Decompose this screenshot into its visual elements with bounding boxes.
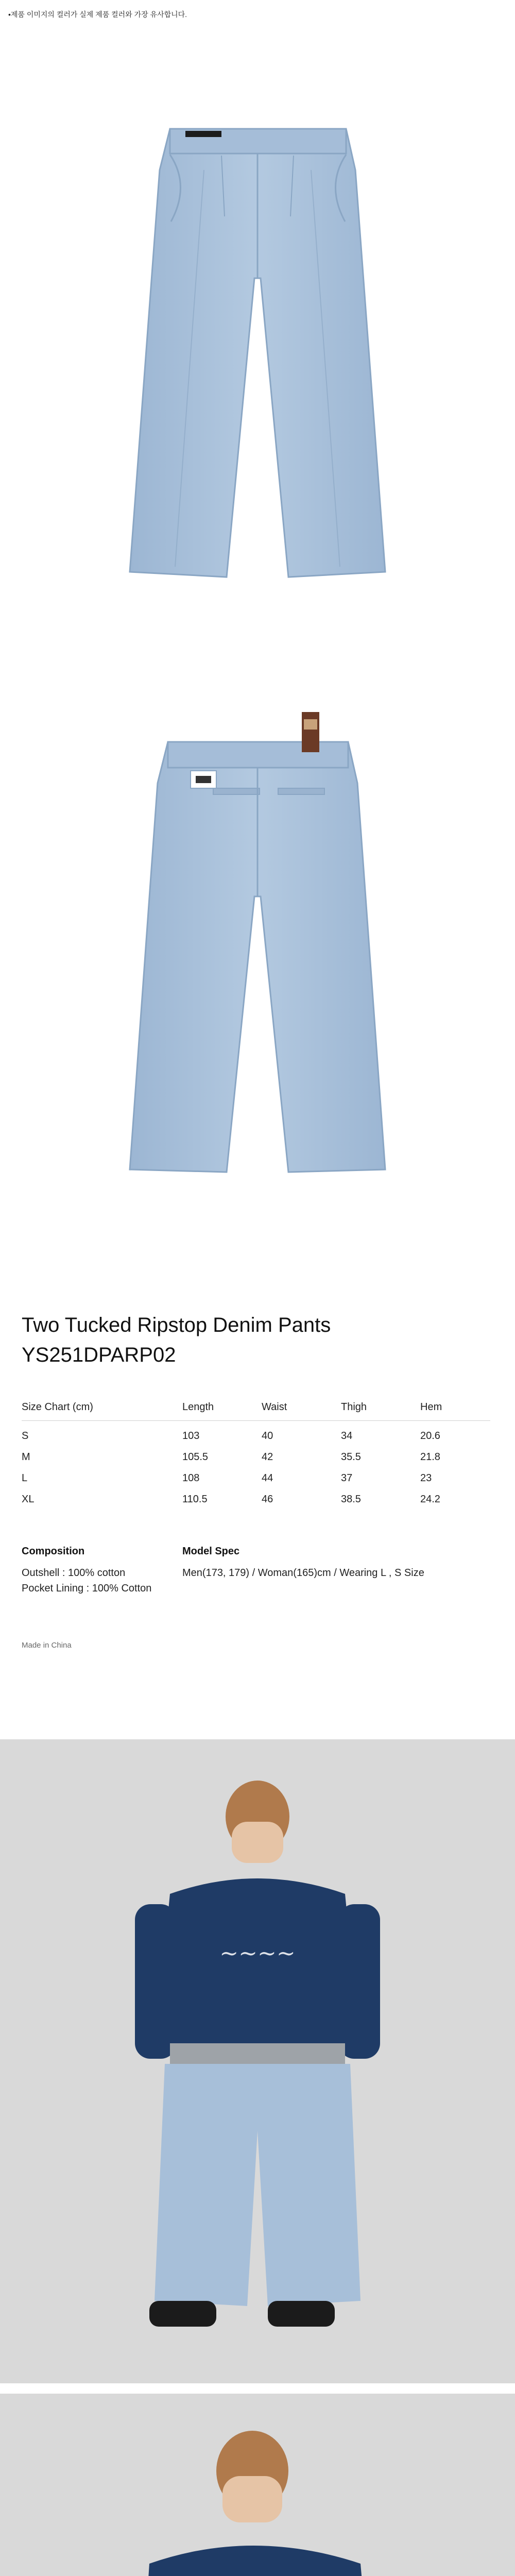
model-spec-heading: Model Spec — [182, 1546, 240, 1557]
size-chart-header: Thigh — [341, 1401, 420, 1421]
table-cell: 42 — [262, 1451, 273, 1463]
model-photo-closeup — [0, 2394, 515, 2576]
size-chart-header: Size Chart (cm) — [22, 1401, 182, 1421]
composition-heading: Composition — [22, 1546, 85, 1557]
made-in-label: Made in China — [22, 1641, 72, 1650]
svg-text:~~~~: ~~~~ — [219, 1940, 296, 1967]
model-spec-details: Men(173, 179) / Woman(165)cm / Wearing L , S Size — [182, 1567, 424, 1579]
product-name: Two Tucked Ripstop Denim Pants — [22, 1314, 331, 1336]
size-chart-header: Hem — [420, 1401, 490, 1421]
pants-front-image — [0, 108, 515, 603]
table-cell: 38.5 — [341, 1494, 361, 1505]
table-cell: 37 — [341, 1472, 353, 1484]
table-row — [22, 1442, 490, 1463]
color-notice: •제품 이미지의 컬러가 실제 제품 컬러와 가장 유사합니다. — [8, 10, 187, 19]
table-cell: 105.5 — [182, 1451, 209, 1463]
table-cell: 40 — [262, 1430, 273, 1442]
table-cell: 46 — [262, 1494, 273, 1505]
table-cell: S — [22, 1430, 29, 1442]
table-cell: 35.5 — [341, 1451, 361, 1463]
size-chart-header: Waist — [262, 1401, 341, 1421]
composition-details — [22, 1565, 151, 1596]
table-cell: M — [22, 1451, 30, 1463]
table-cell: XL — [22, 1494, 35, 1505]
table-cell: L — [22, 1472, 28, 1484]
table-row — [22, 1484, 490, 1505]
table-cell: 24.2 — [420, 1494, 440, 1505]
table-cell: 103 — [182, 1430, 200, 1442]
table-row — [22, 1421, 490, 1443]
table-cell: 44 — [262, 1472, 273, 1484]
composition-line: Pocket Lining : 100% Cotton — [22, 1583, 152, 1594]
composition-line: Outshell : 100% cotton — [22, 1567, 126, 1579]
table-cell: 34 — [341, 1430, 353, 1442]
model-photo-full — [0, 1739, 515, 2383]
size-chart-table — [22, 1401, 490, 1505]
table-cell: 108 — [182, 1472, 200, 1484]
size-chart-header-row — [22, 1401, 490, 1421]
size-chart-header: Length — [182, 1401, 262, 1421]
table-cell: 21.8 — [420, 1451, 440, 1463]
table-cell: 110.5 — [182, 1494, 208, 1505]
table-cell: 20.6 — [420, 1430, 440, 1442]
table-row — [22, 1463, 490, 1484]
table-cell: 23 — [420, 1472, 432, 1484]
pants-back-image — [0, 670, 515, 1175]
product-code: YS251DPARP02 — [22, 1344, 176, 1366]
